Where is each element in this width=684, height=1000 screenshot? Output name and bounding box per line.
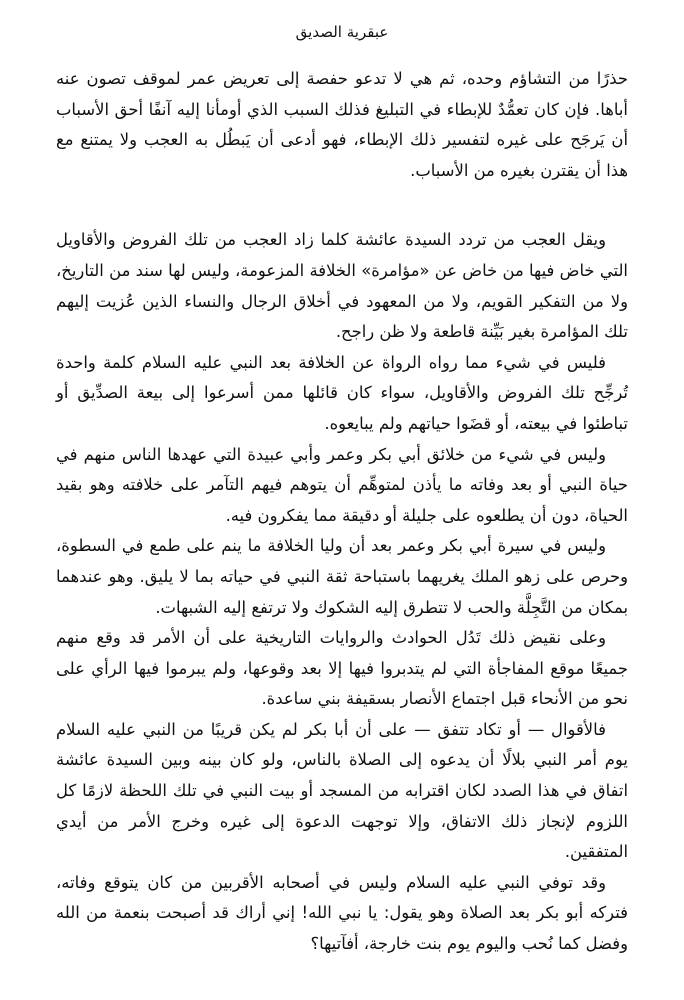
paragraph: حذرًا من التشاؤم وحده، ثم هي لا تدعو حفصة إلى تعريض عمر لموقف تصون عنه أباها. فإن كان تعمُّدٌ للإبطاء في التبليغ فذلك السبب الذي أومأنا إليه آنفًا أحق الأسباب أن يَرجَح على غيره لتفسير ذلك الإبطاء، فهو أدعى أن يَبطُل به العجب ولا يمتنع مع هذا أن يقترن بغيره من الأسباب. xyxy=(56,69,628,180)
paragraph: وعلى نقيض ذلك تَدُل الحوادث والروايات التاريخية على أن الأمر قد وقع منهم جميعًا موقع المفاجأة التي لم يتدبروا فيها إلا بعد وقوعها، ولم يبرموا فيها الرأي على نحو من الأنحاء قبل اجتماع الأنصار بسقيفة بني ساعدة. xyxy=(56,628,628,709)
paragraph: وليس في شيء من خلائق أبي بكر وعمر وأبي عبيدة التي عهدها الناس منهم في حياة النبي أو بعد وفاته ما يأذن لمتوهِّم أن يتوهم فيهم التآمر على خلافته وهو بقيد الحياة، دون أن يطلعوه على جليلة أو دقيقة مما يفكرون فيه. xyxy=(56,444,628,525)
paragraph: ويقل العجب من تردد السيدة عائشة كلما زاد العجب من تلك الفروض والأقاويل التي خاض فيها من خاض عن «مؤامرة» الخلافة المزعومة، وليس لها سند من التاريخ، ولا من التفكير القويم، ولا من المعهود في أخلاق الرجال والنساء الذين عُزيت إليهم تلك المؤامرة بغير بَيِّنة قاطعة ولا ظن راجح. xyxy=(56,230,628,342)
paragraph: فالأقوال — أو تكاد تتفق — على أن أبا بكر لم يكن قريبًا من النبي عليه السلام يوم أمر النبي بلالًا أن يدعوه إلى الصلاة بالناس، ولو كان بينه وبين السيدة عائشة اتفاق في هذا الصدد لكان اقترابه من المسجد أو بيت النبي في تلك اللحظة لازمًا كل اللزوم لإنجاز ذلك الاتفاق، وإلا توجهت الدعوة إلى غيره وخرج الأمر من أيدي المتفقين. xyxy=(56,719,628,862)
body-text xyxy=(56,64,628,960)
paragraph: وقد توفي النبي عليه السلام وليس في أصحابه الأقربين من كان يتوقع وفاته، فتركه أبو بكر بعد الصلاة وهو يقول: يا نبي الله! إني أراك قد أصبحت بنعمة من الله وفضل كما نُحب واليوم يوم بنت خارجة، أفآتيها؟ xyxy=(56,872,628,954)
paragraph: وليس في سيرة أبي بكر وعمر بعد أن وليا الخلافة ما ينم على طمع في السطوة، وحرص على زهو الملك يغريهما باستباحة ثقة النبي في حياته بما لا يليق. وهو عندهما بمكان من التَّجِلَّة والحب لا تتطرق إليه الشكوك ولا ترتفع إليه الشبهات. xyxy=(56,536,628,617)
running-head: عبقرية الصديق xyxy=(295,23,389,41)
paragraph: فليس في شيء مما رواه الرواة عن الخلافة بعد النبي عليه السلام كلمة واحدة تُرجِّح تلك الفروض والأقاويل، سواء كان قائلها ممن أسرعوا إلى بيعة الصدِّيق أو تباطئوا في بيعته، أو قضَوا حياتهم ولم يبايعوه. xyxy=(56,352,628,433)
